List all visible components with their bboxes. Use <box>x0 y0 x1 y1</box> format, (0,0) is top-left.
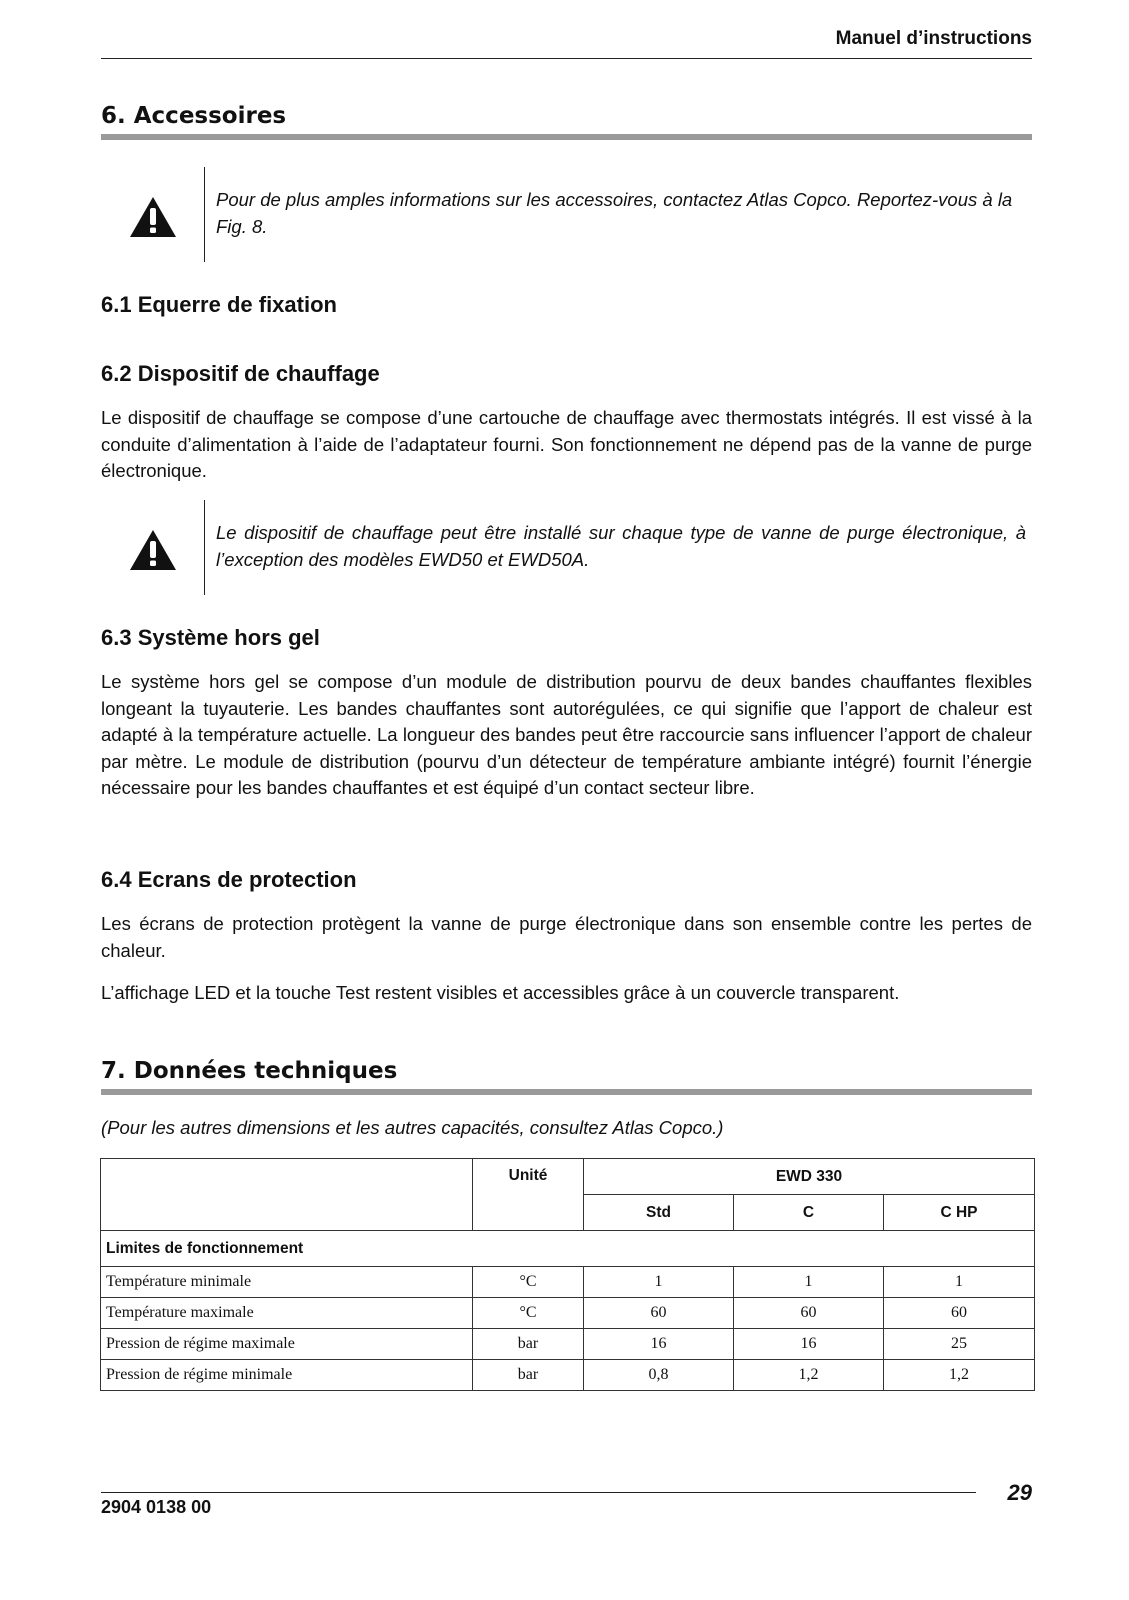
table-header-model: EWD 330 <box>584 1159 1035 1195</box>
header-rule <box>101 58 1032 59</box>
section-6-title-bar <box>101 134 1032 140</box>
table-row <box>101 1360 1035 1391</box>
table-header-variant: C <box>734 1195 884 1231</box>
table-row <box>101 1267 1035 1298</box>
table-row-label: Température maximale <box>101 1298 473 1329</box>
section-7-subtitle: (Pour les autres dimensions et les autres capacités, consultez Atlas Copco.) <box>101 1117 724 1138</box>
table-cell: 25 <box>884 1329 1035 1360</box>
table-header-row <box>101 1159 1035 1195</box>
technical-data-table <box>100 1158 1035 1391</box>
warning-triangle-icon <box>129 529 177 571</box>
table-cell: 1 <box>734 1267 884 1298</box>
section-6-4-title: 6.4 Ecrans de protection <box>101 867 357 892</box>
note-1-bar <box>204 167 205 262</box>
warning-triangle-icon <box>129 196 177 238</box>
table-cell: 0,8 <box>584 1360 734 1391</box>
table-cell: 1,2 <box>734 1360 884 1391</box>
section-6-2-title: 6.2 Dispositif de chauffage <box>101 361 380 386</box>
table-row-label: Température minimale <box>101 1267 473 1298</box>
table-section-label: Limites de fonctionnement <box>101 1231 1035 1267</box>
table-cell: 1 <box>884 1267 1035 1298</box>
table-header-variant: Std <box>584 1195 734 1231</box>
table-header-unit: Unité <box>473 1159 584 1231</box>
section-6-4-text-2: L’affichage LED et la touche Test restent visibles et accessibles grâce à un couvercle transparent. <box>101 982 900 1003</box>
table-row-unit: bar <box>473 1329 584 1360</box>
table-section-row <box>101 1231 1035 1267</box>
note-2-text: Le dispositif de chauffage peut être installé sur chaque type de vanne de purge électronique, à l’exception des modèles EWD50 et EWD50A. <box>216 522 1026 570</box>
document-number: 2904 0138 00 <box>101 1497 212 1517</box>
table-cell: 16 <box>584 1329 734 1360</box>
section-6-title: 6. Accessoires <box>101 103 287 129</box>
table-cell: 60 <box>584 1298 734 1329</box>
table-cell: 60 <box>734 1298 884 1329</box>
table-row-unit: bar <box>473 1360 584 1391</box>
note-2-bar <box>204 500 205 595</box>
section-6-2-text: Le dispositif de chauffage se compose d’une cartouche de chauffage avec thermostats intégrés. Il est vissé à la conduite d’alimentation à l’aide de l’adaptateur fourni. Son fonctionnement ne dépend pas de la vanne de purge électronique. <box>101 407 1032 481</box>
table-row <box>101 1298 1035 1329</box>
footer-rule <box>101 1492 976 1493</box>
section-7-title-bar <box>101 1089 1032 1095</box>
table-cell: 16 <box>734 1329 884 1360</box>
table-row <box>101 1329 1035 1360</box>
table-row-unit: °C <box>473 1267 584 1298</box>
table-cell: 60 <box>884 1298 1035 1329</box>
section-6-1-title: 6.1 Equerre de fixation <box>101 292 337 317</box>
table-row-label: Pression de régime minimale <box>101 1360 473 1391</box>
section-6-3-title: 6.3 Système hors gel <box>101 625 320 650</box>
note-1-text: Pour de plus amples informations sur les accessoires, contactez Atlas Copco. Reportez-vous à la Fig. 8. <box>216 189 1013 237</box>
table-row-unit: °C <box>473 1298 584 1329</box>
table-cell: 1 <box>584 1267 734 1298</box>
section-6-3-text: Le système hors gel se compose d’un module de distribution pourvu de deux bandes chauffantes flexibles longeant la tuyauterie. Les bandes chauffantes sont autorégulées, ce qui signifie que l’apport de chaleur est adapté à la température actuelle. La longueur des bandes peut être raccourcie sans influencer l’apport de chaleur par mètre. Le module de distribution (pourvu d’un détecteur de température ambiante intégré) fournit l’énergie nécessaire pour les bandes chauffantes et est équipé d’un contact secteur libre. <box>101 671 1032 798</box>
table-header-variant: C HP <box>884 1195 1035 1231</box>
table-header-blank <box>101 1159 473 1231</box>
table-cell: 1,2 <box>884 1360 1035 1391</box>
section-6-4-text-1: Les écrans de protection protègent la vanne de purge électronique dans son ensemble contre les pertes de chaleur. <box>101 913 1032 961</box>
page-number: 29 <box>1007 1480 1032 1505</box>
header-title: Manuel d’instructions <box>835 28 1032 49</box>
section-7-title: 7. Données techniques <box>101 1058 398 1084</box>
table-row-label: Pression de régime maximale <box>101 1329 473 1360</box>
